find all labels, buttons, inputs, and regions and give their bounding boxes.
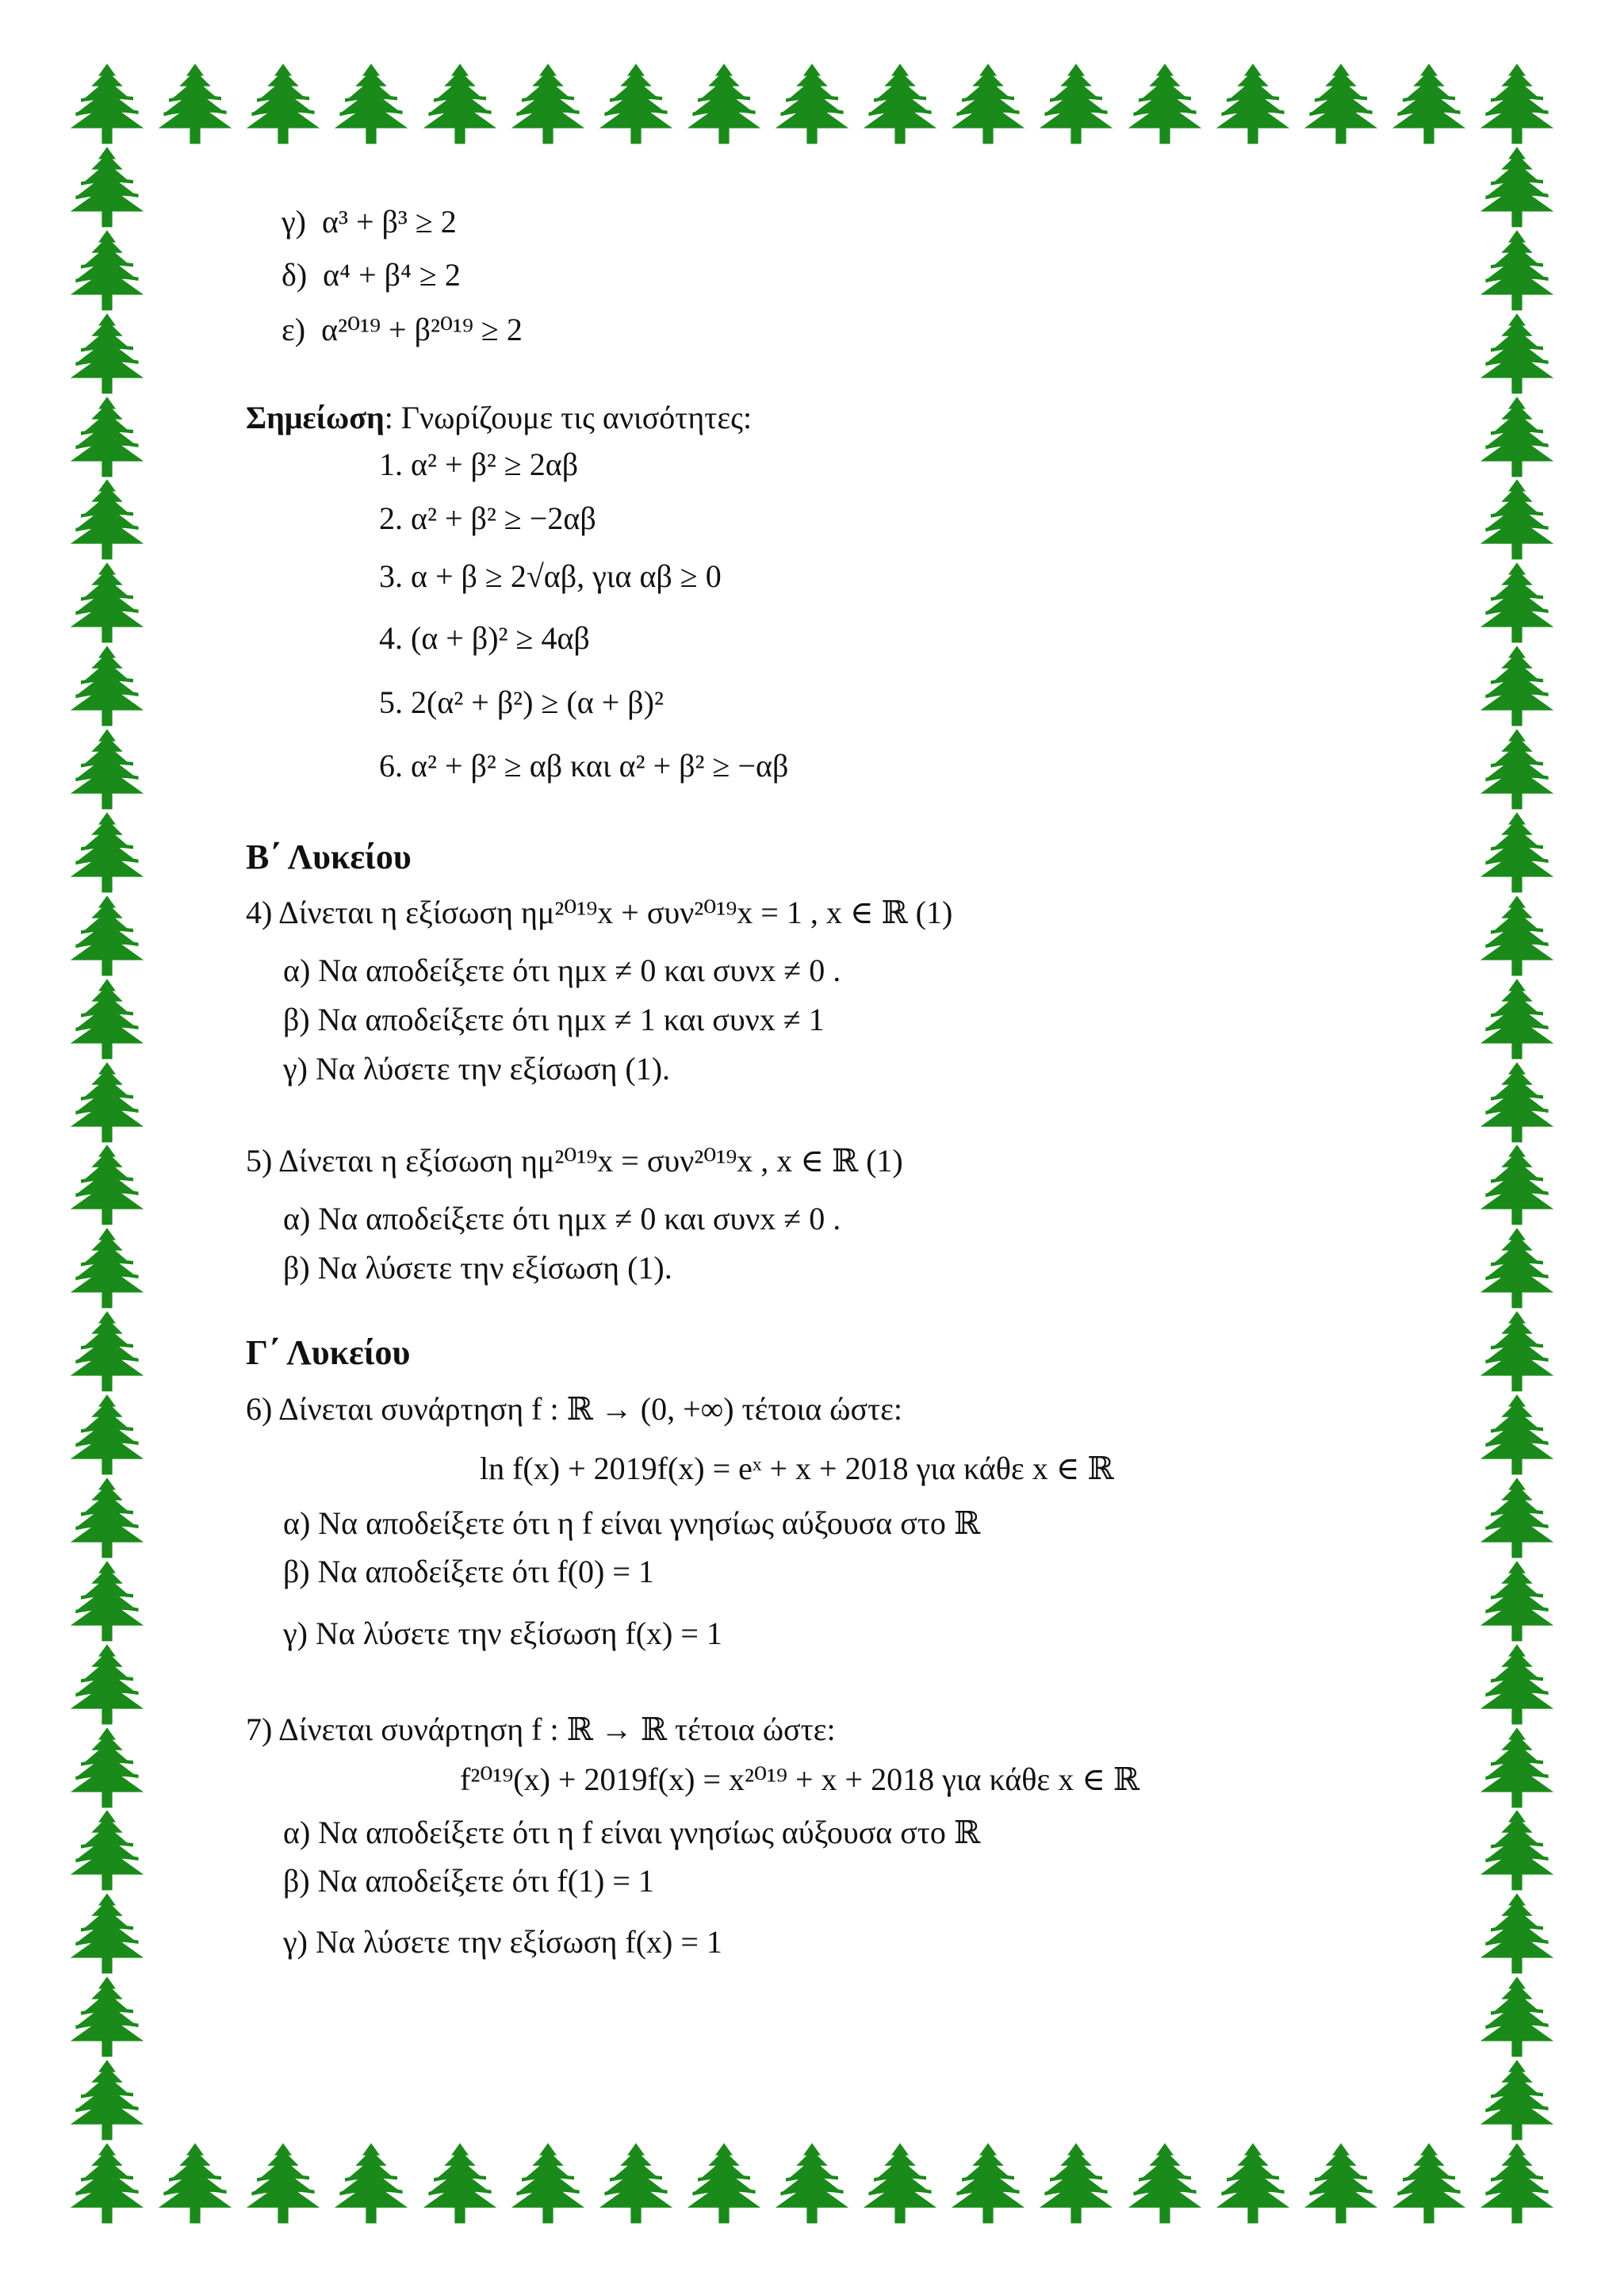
problem-7-part-a: α) Να αποδείξετε ότι η f είναι γνησίως αύξουσα στο ℝ (283, 1815, 981, 1850)
item-epsilon: ε) α²⁰¹⁹ + β²⁰¹⁹ ≥ 2 (282, 312, 523, 347)
note-item-4: 4. (α + β)² ≥ 4αβ (379, 620, 590, 656)
problem-7-part-c: γ) Να λύσετε την εξίσωση f(x) = 1 (283, 1924, 722, 1960)
problem-5-intro: 5) Δίνεται η εξίσωση ημ²⁰¹⁹x = συν²⁰¹⁹x , x ∈ ℝ (1) (246, 1143, 903, 1179)
problem-5-part-b: β) Να λύσετε την εξίσωση (1). (283, 1250, 672, 1286)
problem-6-part-a: α) Να αποδείξετε ότι η f είναι γνησίως αύξουσα στο ℝ (283, 1505, 981, 1541)
item-delta: δ) α⁴ + β⁴ ≥ 2 (282, 257, 461, 293)
section-heading-b: Β΄ Λυκείου (246, 838, 412, 876)
problem-4-intro: 4) Δίνεται η εξίσωση ημ²⁰¹⁹x + συν²⁰¹⁹x = 1 , x ∈ ℝ (1) (246, 895, 953, 930)
problem-4-part-b: β) Να αποδείξετε ότι ημx ≠ 1 και συνx ≠ 1 (283, 1002, 825, 1037)
problem-4-part-a: α) Να αποδείξετε ότι ημx ≠ 0 και συνx ≠ 0 . (283, 953, 841, 988)
section-heading-c: Γ΄ Λυκείου (246, 1333, 411, 1372)
problem-6-part-c: γ) Να λύσετε την εξίσωση f(x) = 1 (283, 1616, 722, 1651)
problem-7-equation: f²⁰¹⁹(x) + 2019f(x) = x²⁰¹⁹ + x + 2018 για κάθε x ∈ ℝ (460, 1761, 1140, 1797)
problem-7-part-b: β) Να αποδείξετε ότι f(1) = 1 (283, 1863, 654, 1899)
problem-7-intro: 7) Δίνεται συνάρτηση f : ℝ → ℝ τέτοια ώστε: (246, 1711, 836, 1747)
problem-5-part-a: α) Να αποδείξετε ότι ημx ≠ 0 και συνx ≠ 0 . (283, 1201, 841, 1236)
problem-6-equation: ln f(x) + 2019f(x) = eˣ + x + 2018 για κάθε x ∈ ℝ (480, 1451, 1114, 1486)
note-item-3: 3. α + β ≥ 2√αβ, για αβ ≥ 0 (379, 558, 722, 594)
problem-6-intro: 6) Δίνεται συνάρτηση f : ℝ → (0, +∞) τέτοια ώστε: (246, 1391, 903, 1427)
note-item-6: 6. α² + β² ≥ αβ και α² + β² ≥ −αβ (379, 748, 789, 784)
note-item-1: 1. α² + β² ≥ 2αβ (379, 447, 579, 482)
note-item-5: 5. 2(α² + β²) ≥ (α + β)² (379, 684, 664, 720)
note-heading: Σημείωση: Γνωρίζουμε τις ανισότητες: (246, 400, 753, 435)
problem-4-part-c: γ) Να λύσετε την εξίσωση (1). (283, 1051, 671, 1087)
item-gamma: γ) α³ + β³ ≥ 2 (282, 204, 457, 240)
problem-6-part-b: β) Να αποδείξετε ότι f(0) = 1 (283, 1554, 654, 1589)
note-item-2: 2. α² + β² ≥ −2αβ (379, 500, 596, 536)
